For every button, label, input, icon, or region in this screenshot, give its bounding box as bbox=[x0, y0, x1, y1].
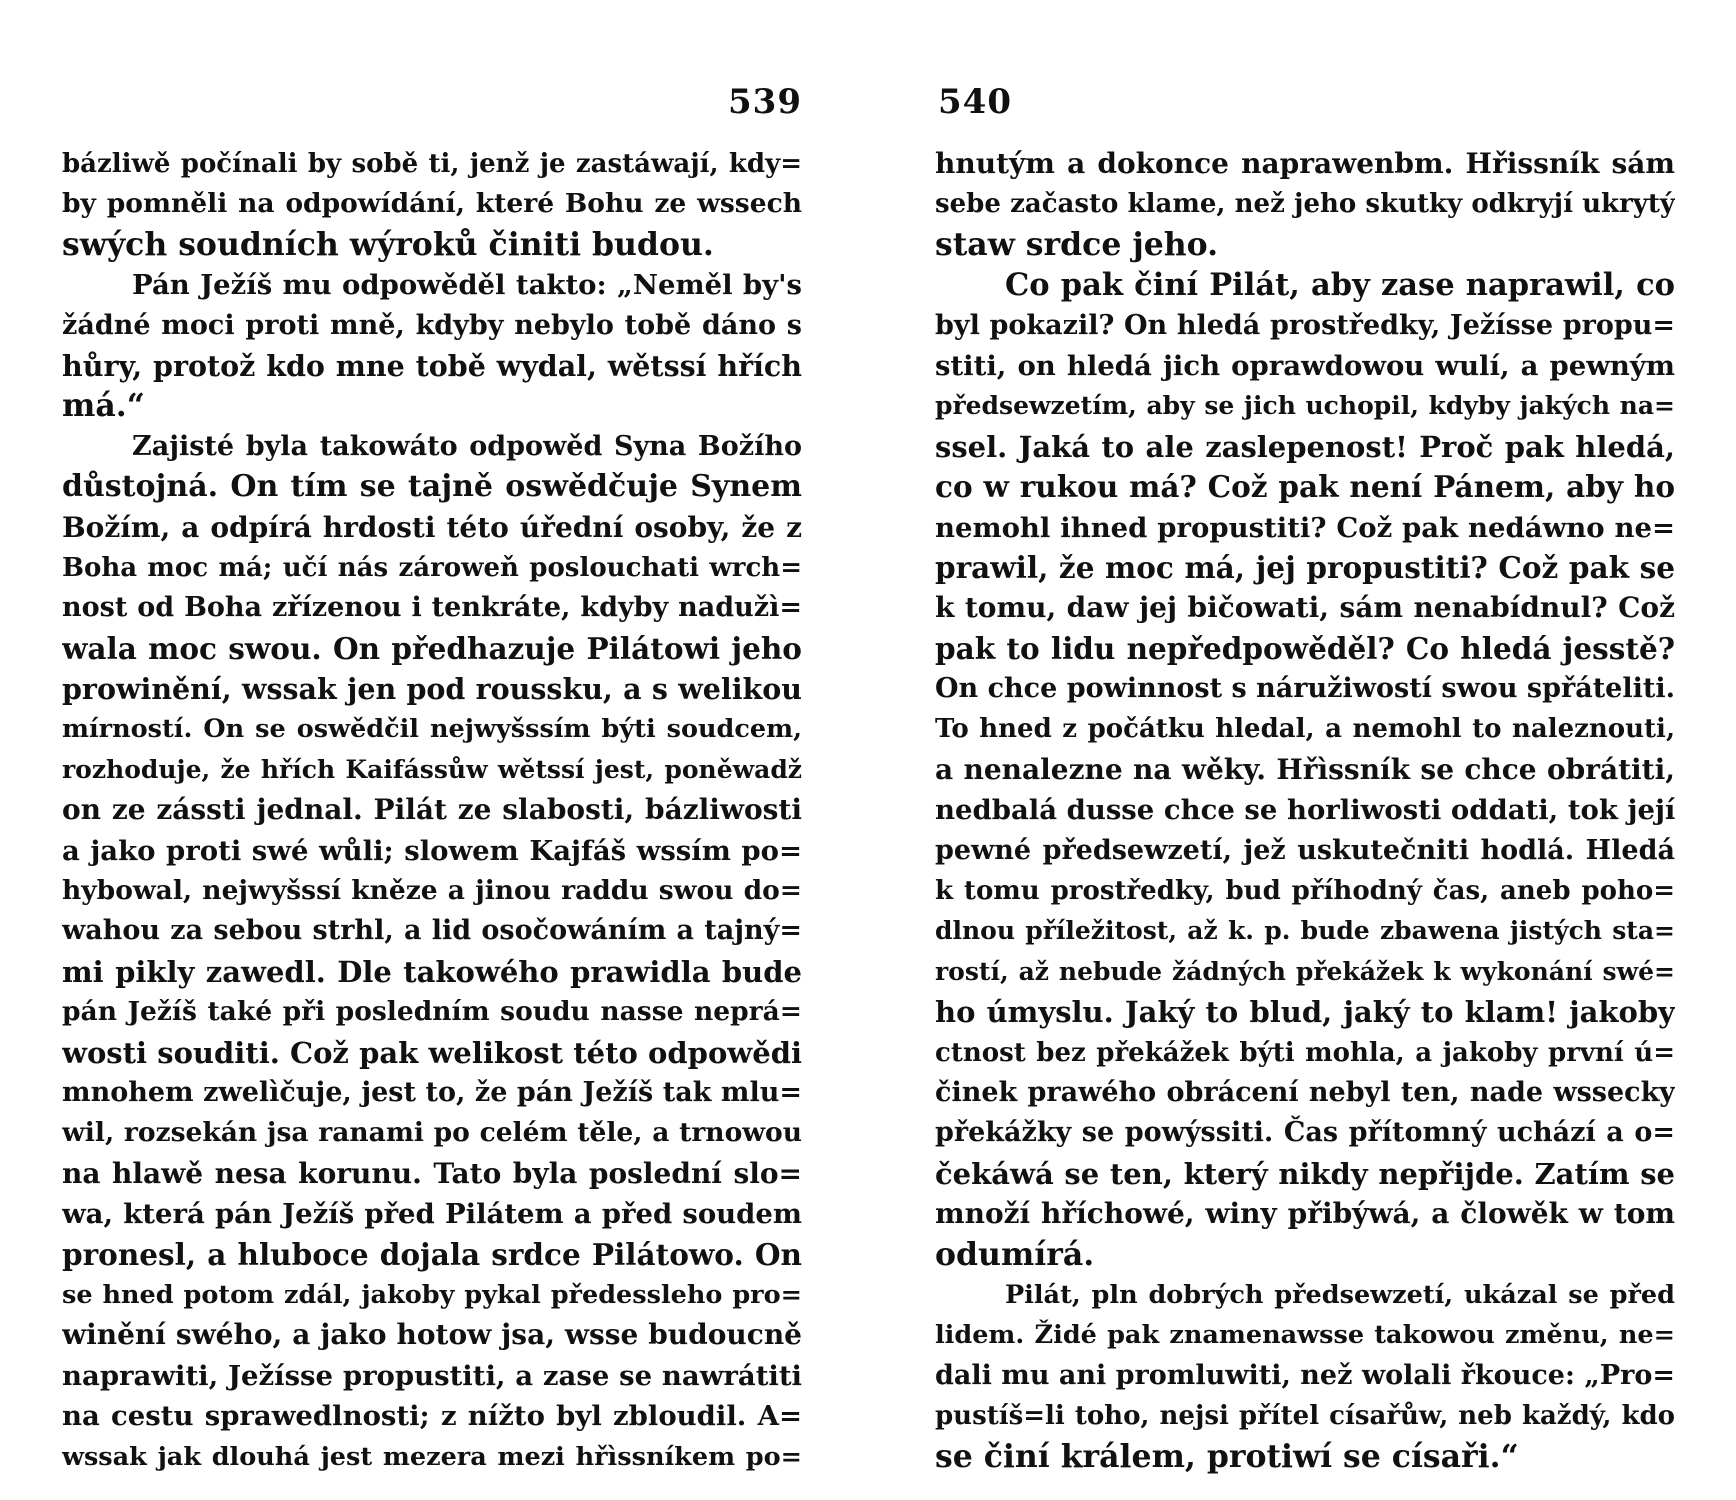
text-line: na hlawě nesa korunu. Tato byla poslední slo= bbox=[62, 1156, 802, 1190]
text-line: prawil, že moc má, jej propustiti? Což pak se bbox=[935, 549, 1675, 585]
text-line: wa, která pán Ježíš před Pilátem a před soudem bbox=[62, 1198, 802, 1231]
text-line: pak to lidu nepředpowěděl? Co hledá jesstě? bbox=[935, 630, 1675, 666]
text-line: čekáwá se ten, který nikdy nepřijde. Zatím se bbox=[935, 1156, 1675, 1191]
text-line: wahou za sebou strhl, a lid osočowáním a tajný= bbox=[62, 915, 802, 947]
text-line: by pomněli na odpowídání, které Bohu ze wssech bbox=[62, 188, 802, 220]
page-number-right: 540 bbox=[938, 82, 1012, 122]
text-line: Pán Ježíš mu odpowěděl takto: „Neměl by's bbox=[132, 269, 802, 302]
text-line: Boha moc má; učí nás zároweň poslouchati wrch= bbox=[62, 552, 802, 583]
text-line: wil, rozsekán jsa ranami po celém těle, a trnowou bbox=[62, 1117, 802, 1149]
text-line: pán Ježíš také při posledním soudu nasse neprá= bbox=[62, 996, 802, 1028]
text-line: naprawiti, Ježísse propustiti, a zase se nawrátiti bbox=[62, 1359, 802, 1392]
text-line: mi pikly zawedl. Dle takowého prawidla bude bbox=[62, 954, 802, 989]
text-line: nemohl ihned propustiti? Což pak nedáwno ne= bbox=[935, 511, 1675, 544]
text-line: hybowal, nejwyšssí kněze a jinou raddu swou do= bbox=[62, 875, 802, 907]
text-line: nedbalá dusse chce se horliwosti oddati, tok její bbox=[935, 794, 1675, 827]
text-line: Zajisté byla takowáto odpowěd Syna Božího bbox=[132, 430, 802, 462]
text-line: dlnou příležitost, až k. p. bude zbawena jistých sta= bbox=[935, 916, 1675, 946]
text-line: byl pokazil? On hledá prostředky, Ježísse propu= bbox=[935, 309, 1675, 341]
text-line: ho úmyslu. Jaký to blud, jaký to klam! jakoby bbox=[935, 995, 1675, 1030]
text-line: mnohem zwelìčuje, jest to, že pán Ježíš tak mlu= bbox=[62, 1076, 802, 1108]
text-line: stiti, on hledá jich oprawdowou wulí, a pewným bbox=[935, 349, 1675, 382]
text-line: Božím, a odpírá hrdosti této úřední osoby, že z bbox=[62, 510, 802, 544]
text-line: k tomu, daw jej bičowati, sám nenabídnul? Což bbox=[935, 591, 1675, 625]
text-line: ssel. Jaká to ale zaslepenost! Proč pak hledá, bbox=[935, 429, 1675, 464]
left-page-text bbox=[62, 144, 802, 1477]
text-line: rozhoduje, že hřích Kaifássůw wětssí jest, poněwadž bbox=[62, 754, 802, 784]
text-line: se činí králem, protiwí se císaři.“ bbox=[935, 1437, 1519, 1475]
text-line: hůry, protož kdo mne tobě wydal, wětssí hřích bbox=[62, 348, 802, 383]
text-line: a nenalezne na wěky. Hřìssník se chce obrátiti, bbox=[935, 752, 1675, 786]
text-line: swých soudních wýroků činiti budou. bbox=[62, 225, 714, 263]
text-line: winění swého, a jako hotow jsa, wsse budoucně bbox=[62, 1318, 802, 1352]
text-line: wosti souditi. Což pak welikost této odpowědi bbox=[62, 1035, 802, 1070]
text-line: předsewzetím, aby se jich uchopil, kdyby jakých na= bbox=[935, 391, 1675, 421]
text-line: má.“ bbox=[62, 387, 145, 425]
text-line: On chce powinnost s náružiwostí swou spřáteliti. bbox=[935, 673, 1675, 705]
text-line: sebe začasto klame, než jeho skutky odkryjí ukrytý bbox=[935, 189, 1675, 220]
text-line: Co pak činí Pilát, aby zase naprawil, co bbox=[1005, 267, 1675, 304]
text-line: Pilát, pln dobrých předsewzetí, ukázal se před bbox=[1005, 1279, 1675, 1310]
text-line: důstojná. On tím se tajně oswědčuje Synem bbox=[62, 469, 802, 505]
text-line: wala moc swou. On předhazuje Pilátowi jeho bbox=[62, 630, 802, 666]
text-line: se hned potom zdál, jakoby pykal předessleho pro= bbox=[62, 1279, 802, 1310]
text-line: on ze zássti jednal. Pilát ze slabosti, bázliwosti bbox=[62, 793, 802, 827]
text-line: pewné předsewzetí, jež uskutečniti hodlá. Hledá bbox=[935, 834, 1675, 866]
text-line: dali mu ani promluwiti, než wolali řkouce: „Pro= bbox=[935, 1359, 1675, 1391]
text-line: a jako proti swé wůli; slowem Kajfáš wssím po= bbox=[62, 834, 802, 867]
text-line: hnutým a dokonce naprawenbm. Hřissník sám bbox=[935, 147, 1675, 180]
text-line: množí hříchowé, winy přibýwá, a člowěk w tom bbox=[935, 1197, 1675, 1231]
text-line: pronesl, a hluboce dojala srdce Pilátowo. On bbox=[62, 1236, 802, 1272]
text-line: wssak jak dlouhá jest mezera mezi hřìssníkem po= bbox=[62, 1441, 802, 1472]
text-line: To hned z počátku hledal, a nemohl to naleznouti, bbox=[935, 714, 1675, 745]
page-number-left: 539 bbox=[728, 82, 802, 122]
text-line: lidem. Židé pak znamenawsse takowou změnu, ne= bbox=[935, 1320, 1675, 1351]
text-line: rostí, až nebude žádných překážek k wykonání swé= bbox=[935, 956, 1675, 986]
text-line: prowinění, wssak jen pod roussku, a s welikou bbox=[62, 672, 802, 707]
text-line: pustíš=li toho, nejsi přítel císařůw, neb každý, kdo bbox=[935, 1401, 1675, 1432]
text-line: bázliwě počínali by sobě ti, jenž je zastáwají, kdy= bbox=[62, 149, 802, 179]
right-page-text bbox=[935, 144, 1675, 1477]
text-line: co w rukou má? Což pak není Pánem, aby ho bbox=[935, 469, 1675, 505]
text-line: na cestu sprawedlnosti; z nížto byl zbloudil. A= bbox=[62, 1400, 802, 1433]
text-line: žádné moci proti mně, kdyby nebylo tobě dáno s bbox=[62, 309, 802, 341]
text-line: překážky se powýssiti. Čas přítomný uchází a o= bbox=[935, 1117, 1675, 1149]
text-line: k tomu prostředky, bud příhodný čas, aneb poho= bbox=[935, 876, 1675, 907]
text-line: staw srdce jeho. bbox=[935, 225, 1219, 263]
text-line: odumírá. bbox=[935, 1235, 1095, 1273]
text-line: činek prawého obrácení nebyl ten, nade wssecky bbox=[935, 1076, 1675, 1108]
text-line: mírností. On se oswědčil nejwyšssím býti soudcem, bbox=[62, 714, 802, 745]
text-line: ctnost bez překážek býti mohla, a jakoby první ú= bbox=[935, 1037, 1675, 1068]
text-line: nost od Boha zřízenou i tenkráte, kdyby nadužì= bbox=[62, 592, 802, 624]
